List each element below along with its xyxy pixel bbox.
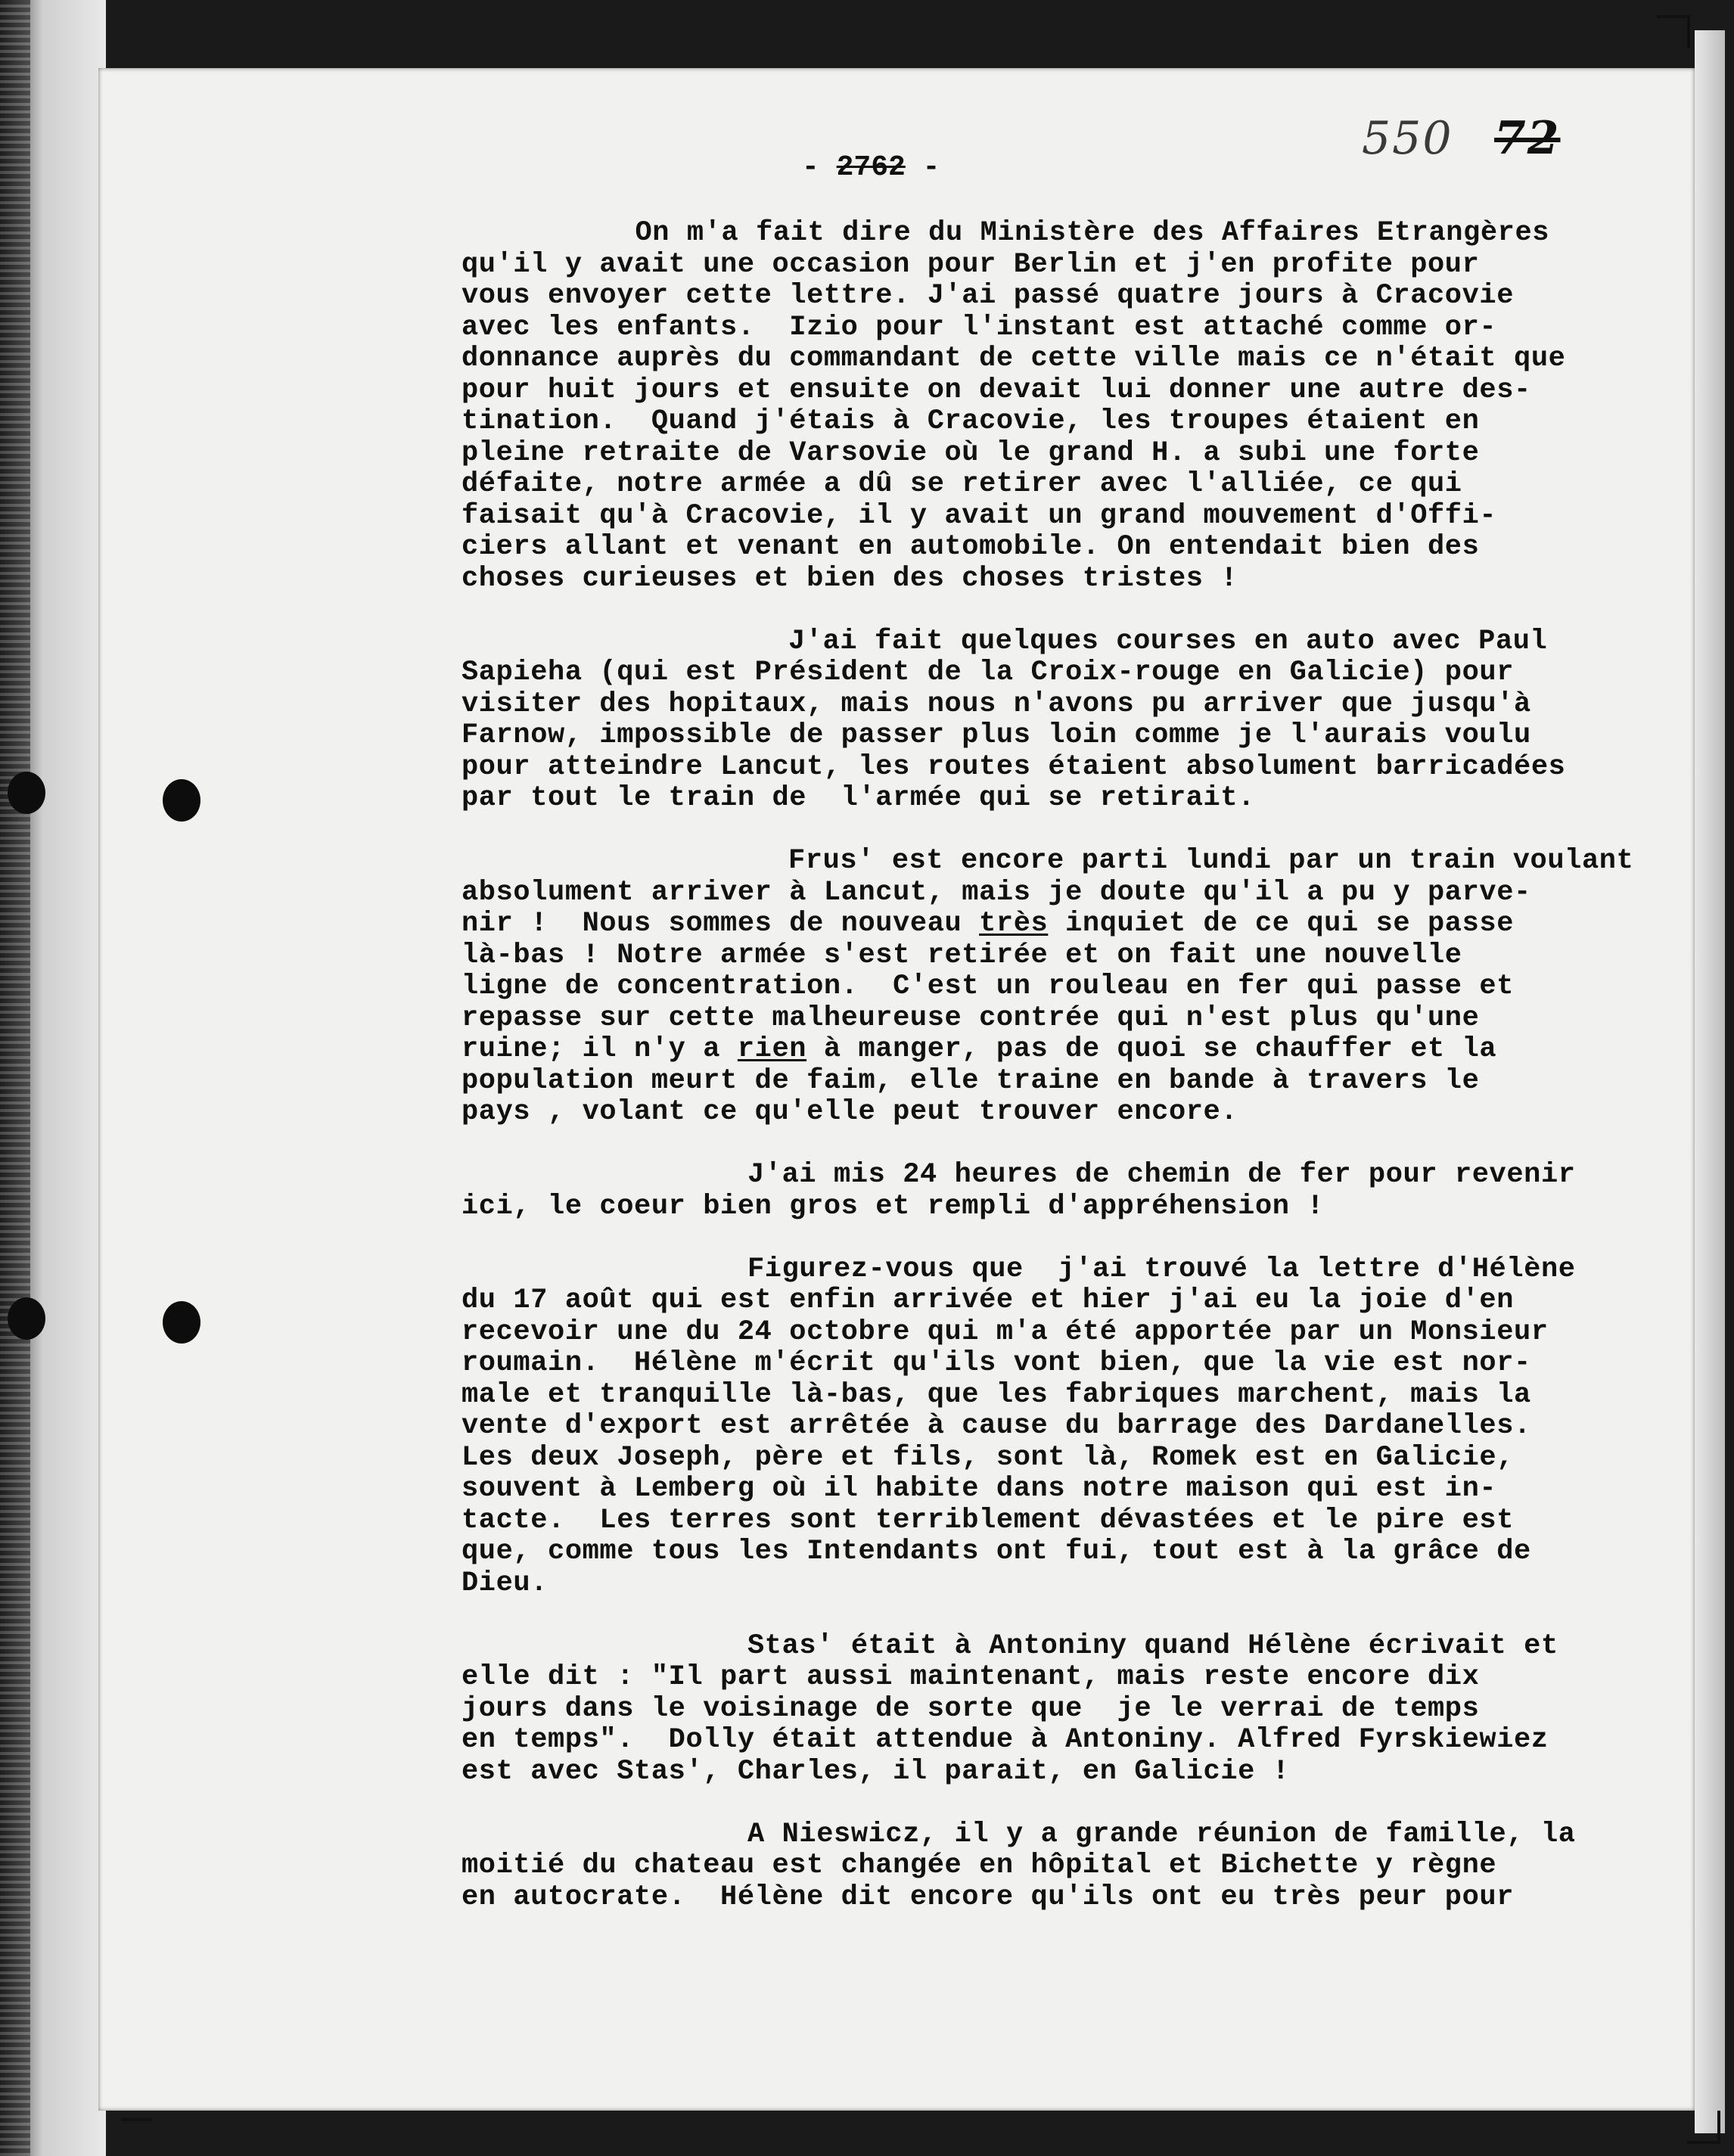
text-line: A Nieswicz, il y a grande réunion de famille, la: [747, 1818, 1576, 1850]
text-line: elle dit : "Il part aussi maintenant, mais reste encore dix: [461, 1661, 1480, 1693]
punch-hole-1: [8, 772, 45, 814]
text-line: choses curieuses et bien des choses tristes !: [461, 562, 1238, 595]
text-line: repasse sur cette malheureuse contrée qui n'est plus qu'une: [461, 1002, 1480, 1034]
text-line: male et tranquille là-bas, que les fabriques marchent, mais la: [461, 1378, 1531, 1411]
text-line: nir ! Nous sommes de nouveau très inquiet de ce qui se passe: [461, 908, 1515, 940]
text-line: pleine retraite de Varsovie où le grand H. a subi une forte: [461, 436, 1480, 469]
text-line: défaite, notre armée a dû se retirer avec l'alliée, ce qui: [461, 468, 1462, 500]
text-line: est avec Stas', Charles, il parait, en Galicie !: [461, 1755, 1290, 1788]
punch-hole-3: [8, 1297, 45, 1340]
text-line: Dieu.: [461, 1567, 548, 1599]
text-line: ligne de concentration. C'est un rouleau en fer qui passe et: [461, 971, 1515, 1002]
text-line: J'ai mis 24 heures de chemin de fer pour revenir: [747, 1159, 1576, 1191]
paragraph: [461, 1819, 1687, 1914]
text-line: ruine; il n'y a rien à manger, pas de quoi se chauffer et la: [461, 1033, 1497, 1065]
paragraph: [461, 846, 1687, 1129]
paragraph: [461, 218, 1687, 595]
text-line: du 17 août qui est enfin arrivée et hier j'ai eu la joie d'en: [461, 1285, 1515, 1316]
text-line: ciers allant et venant en automobile. On entendait bien des: [461, 531, 1480, 563]
text-line: J'ai fait quelques courses en auto avec Paul: [788, 625, 1548, 657]
letter-body: [461, 218, 1687, 1913]
underlined-word: très: [979, 908, 1049, 940]
text-line: Stas' était à Antoniny quand Hélène écrivait et: [747, 1629, 1558, 1662]
text-line: recevoir une du 24 octobre qui m'a été apportée par un Monsieur: [461, 1316, 1549, 1348]
text-line: ici, le coeur bien gros et rempli d'appréhension !: [461, 1190, 1325, 1222]
punch-hole-4: [163, 1301, 200, 1344]
text-line: que, comme tous les Intendants ont fui, tout est à la grâce de: [461, 1536, 1531, 1567]
paragraph: [461, 1254, 1687, 1600]
text-line: donnance auprès du commandant de cette ville mais ce n'était que: [461, 343, 1566, 374]
paragraph: [461, 626, 1687, 815]
struck-page-number: 72: [1494, 112, 1561, 165]
text-line: vente d'export est arrêtée à cause du barrage des Dardanelles.: [461, 1410, 1531, 1442]
text-line: jours dans le voisinage de sorte que je le verrai de temps: [461, 1692, 1480, 1725]
text-line: pour huit jours et ensuite on devait lui donner une autre des-: [461, 374, 1531, 406]
text-line: moitié du chateau est changée en hôpital et Bichette y règne: [461, 1850, 1497, 1881]
text-line: là-bas ! Notre armée s'est retirée et on fait une nouvelle: [461, 939, 1462, 971]
scan-binding-strip: [0, 0, 30, 2156]
paragraph: [461, 1160, 1687, 1222]
text-line: population meurt de faim, elle traine en bande à travers le: [461, 1064, 1480, 1097]
text-line: tination. Quand j'étais à Cracovie, les troupes étaient en: [461, 405, 1480, 437]
paragraph: [461, 1631, 1687, 1788]
text-line: roumain. Hélène m'écrit qu'ils vont bien, que la vie est nor-: [461, 1347, 1531, 1379]
text-line: Les deux Joseph, père et fils, sont là, Romek est en Galicie,: [461, 1441, 1515, 1474]
punch-hole-2: [163, 779, 200, 822]
text-line: absolument arriver à Lancut, mais je doute qu'il a pu y parve-: [461, 876, 1531, 909]
text-line: Frus' est encore parti lundi par un train voulant: [788, 845, 1634, 877]
text-line: avec les enfants. Izio pour l'instant est attaché comme or-: [461, 311, 1497, 343]
text-line: pays , volant ce qu'elle peut trouver encore.: [461, 1096, 1238, 1128]
text-line: tacte. Les terres sont terriblement dévastées et le pire est: [461, 1504, 1515, 1536]
text-line: pour atteindre Lancut, les routes étaient absolument barricadées: [461, 750, 1566, 783]
text-line: en temps". Dolly était attendue à Antoniny. Alfred Fyrskiewiez: [461, 1724, 1549, 1756]
text-line: Farnow, impossible de passer plus loin comme je l'aurais voulu: [461, 719, 1531, 751]
page-number-value: 2762: [836, 151, 906, 184]
text-line: faisait qu'à Cracovie, il y avait un grand mouvement d'Offi-: [461, 499, 1497, 532]
text-line: Figurez-vous que j'ai trouvé la lettre d'Hélène: [747, 1253, 1576, 1285]
text-line: par tout le train de l'armée qui se retirait.: [461, 782, 1255, 814]
crop-mark-bottom-right: [1687, 2111, 1720, 2144]
handwritten-page-number: 550: [1362, 112, 1453, 165]
text-line: en autocrate. Hélène dit encore qu'ils ont eu très peur pour: [461, 1881, 1515, 1913]
text-line: On m'a fait dire du Ministère des Affaires Etrangères: [635, 217, 1550, 249]
underlined-word: rien: [737, 1033, 807, 1065]
typed-page-number: - 2762 -: [802, 151, 940, 184]
bottom-crop-mark: [121, 2118, 151, 2121]
crop-mark-top-right: [1657, 15, 1690, 48]
text-line: qu'il y avait une occasion pour Berlin et j'en profite pour: [461, 248, 1480, 281]
text-line: vous envoyer cette lettre. J'ai passé quatre jours à Cracovie: [461, 280, 1515, 312]
text-line: Sapieha (qui est Président de la Croix-rouge en Galicie) pour: [461, 657, 1515, 688]
scan-margin-right: [1695, 30, 1725, 2133]
text-line: souvent à Lemberg où il habite dans notre maison qui est in-: [461, 1473, 1497, 1505]
text-line: visiter des hopitaux, mais nous n'avons pu arriver que jusqu'à: [461, 688, 1531, 720]
